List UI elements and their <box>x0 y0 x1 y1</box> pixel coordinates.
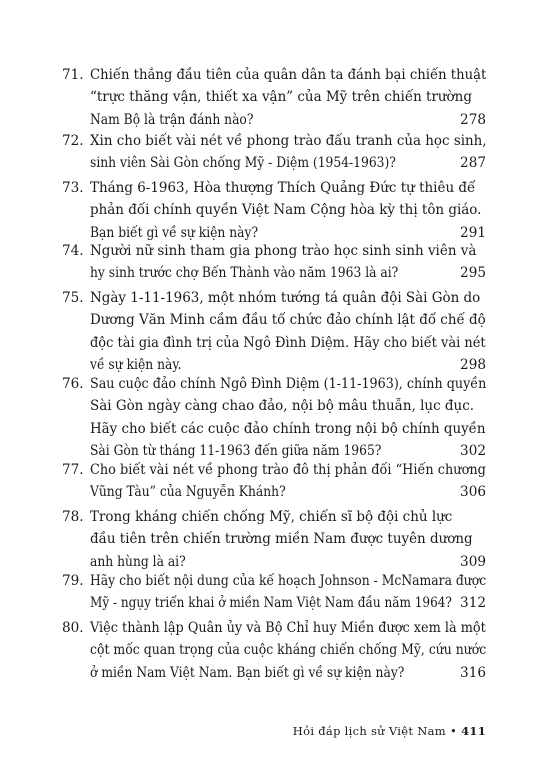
entry-line: Dương Văn Minh cầm đầu tổ chức đảo chính lật đổ chế độ <box>90 312 486 329</box>
entry-number: 74. <box>62 243 84 259</box>
entry-line: Xin cho biết vài nét về phong trào đấu tranh của học sinh, <box>90 133 487 149</box>
entry-question <box>90 130 490 175</box>
entry-line: hy sinh trước chợ Bến Thành vào năm 1963 là ai? <box>90 265 399 282</box>
entry-line: cột mốc quan trọng của cuộc kháng chiến chống Mỹ, cứu nước <box>90 642 487 659</box>
entry-line: Sài Gòn từ tháng 11-1963 đến giữa năm 1965? <box>90 443 382 460</box>
entry-question <box>90 373 490 463</box>
entry-number: 78. <box>62 509 84 525</box>
entry-line: Nam Bộ là trận đánh nào? <box>90 111 254 128</box>
entry-line: ở miền Nam Việt Nam. Bạn biết gì về sự kiện này? <box>90 664 405 681</box>
footer-page-number: 411 <box>461 724 486 738</box>
page-footer <box>293 724 486 738</box>
entry-page-number: 316 <box>460 664 486 681</box>
entry-page-number: 302 <box>460 443 486 460</box>
entry-line: Hãy cho biết các cuộc đảo chính trong nội bộ chính quyền <box>90 420 486 437</box>
entry-line: Vũng Tàu” của Nguyễn Khánh? <box>90 484 286 501</box>
entry-page-number: 312 <box>460 595 486 612</box>
entry-question <box>90 287 490 377</box>
entry-question <box>90 617 490 684</box>
entry-page-number: 295 <box>460 265 486 282</box>
entry-line: Hãy cho biết nội dung của kế hoạch Johnson - McNamara được <box>90 573 487 589</box>
entry-line: sinh viên Sài Gòn chống Mỹ - Diệm (1954-1963)? <box>90 155 396 172</box>
entry-line: Mỹ - ngụy triển khai ở miền Nam Việt Nam đầu năm 1964? <box>90 595 452 612</box>
entry-number: 80. <box>62 620 84 636</box>
entry-line: Trong kháng chiến chống Mỹ, chiến sĩ bộ đội chủ lực <box>90 509 453 525</box>
entry-line: độc tài gia đình trị của Ngô Đình Diệm. Hãy cho biết vài nét <box>90 334 486 351</box>
entry-number: 79. <box>62 573 84 589</box>
entry-line: Cho biết vài nét về phong trào đô thị phản đối “Hiến chương <box>90 462 486 478</box>
entry-question <box>90 570 490 615</box>
entry-number: 72. <box>62 133 84 149</box>
entry-line: Sau cuộc đảo chính Ngô Đình Diệm (1-11-1963), chính quyền <box>90 376 487 392</box>
entry-line: Bạn biết gì về sự kiện này? <box>90 224 259 241</box>
entry-page-number: 278 <box>460 111 486 128</box>
entry-line: phản đối chính quyền Việt Nam Cộng hòa kỳ thị tôn giáo. <box>90 202 482 219</box>
entry-line: Chiến thắng đầu tiên của quân dân ta đánh bại chiến thuật <box>90 67 487 83</box>
entry-line: Tháng 6-1963, Hòa thượng Thích Quảng Đức tự thiêu để <box>90 180 476 196</box>
entry-line: Người nữ sinh tham gia phong trào học sinh sinh viên và <box>90 243 477 259</box>
footer-bullet: • <box>450 724 458 738</box>
entry-page-number: 298 <box>460 357 486 374</box>
entry-question <box>90 64 490 131</box>
entry-line: về sự kiện này. <box>90 357 182 374</box>
entry-number: 73. <box>62 180 84 196</box>
entry-line: đầu tiên trên chiến trường miền Nam được tuyên dương <box>90 531 473 548</box>
running-book-title: Hỏi đáp lịch sử Việt Nam <box>292 724 446 738</box>
entry-question <box>90 459 490 504</box>
entry-question <box>90 240 490 285</box>
entry-line: Việc thành lập Quân ủy và Bộ Chỉ huy Miền được xem là một <box>90 620 486 636</box>
entry-page-number: 309 <box>460 553 486 570</box>
entry-line: Sài Gòn ngày càng chao đảo, nội bộ mâu thuẫn, lục đục. <box>90 398 475 415</box>
entry-line: Ngày 1-11-1963, một nhóm tướng tá quân đội Sài Gòn do <box>90 290 481 306</box>
entry-line: “trực thăng vận, thiết xa vận” của Mỹ trên chiến trường <box>90 89 472 106</box>
entry-page-number: 287 <box>460 155 486 172</box>
entry-page-number: 306 <box>460 484 486 501</box>
entry-question <box>90 177 490 244</box>
entry-number: 71. <box>62 67 84 83</box>
entry-line: anh hùng là ai? <box>90 553 186 570</box>
entry-page-number: 291 <box>460 224 486 241</box>
entry-number: 75. <box>62 290 84 306</box>
entry-question <box>90 506 490 573</box>
entry-number: 77. <box>62 462 84 478</box>
entry-number: 76. <box>62 376 84 392</box>
